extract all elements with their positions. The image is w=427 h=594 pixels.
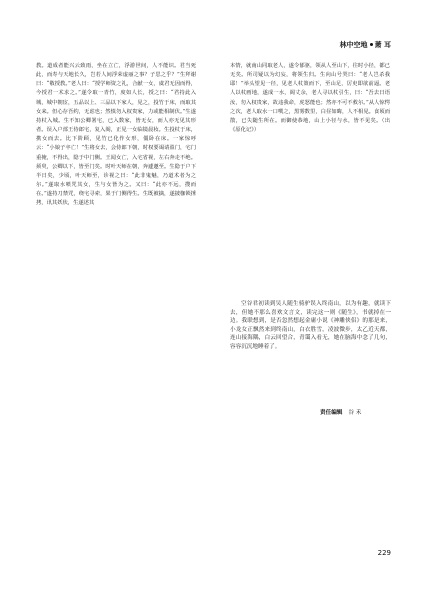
left-text-column (36, 62, 196, 209)
editor-credit (320, 408, 361, 416)
header-separator-dot (370, 43, 373, 46)
header-author: 萧 耳 (374, 41, 391, 49)
commentary-text: 空谷君初读到吴人随生骑驴误入终南山，以为有趣，就读下去，但她不那么喜欢文言文，读完这一则《随生》，书就掉在一边。我联想到，是否忽然想起金庸小说《神雕侠侣》的那是来，小龙女正飘然来到终南山，白衣胜雪，凌波微步，太乙近天都，连山接海隅，白云回望合，青霭入看无，她在脑海中念了几句，容容沉沉地睡着了。 (230, 301, 391, 350)
left-column-text: 教。道成者能兴云致雨，坐在立亡，浮游世间，人不能识。君当死此，而寿与天地长久，岂若人间浮荣虚丽之事？子思之乎？”生拜谢曰：“敬授教。”老人曰：“授学师资之礼，合献一女，虞君无因而得，今授君一术求之。”遂令取一青竹，度如人长，授之曰：“君持此入城，城中朝宦，五品以上、三品以下家人，见之，投竹于床，而取其女来。但心存吾约，无虑也；然慎勿入权贵家，力或能相制伏。”生遂持杖入城。生不知公卿署宅，已入数家，皆无女，而人亦无见其形者。误入户部王侍郎宅，复入阁，正见一女临镜晨妆。生投杖于床，携女而去。比下阶顾，见竹已化作女形，僵卧在床。一家惊呼云：“小娘子卒亡！”生将女去，会侍郎下朝，时权要谒请盈门，宅门重掩，不得出，隐于中门侧。王闻女亡，入宅省视，左右奔走不绝。须臾，公卿以下，皆至门矣。时叶天师在朝，奔遽邀至。生隐于户下半日矣，少顷，叶天师至，诊视之曰：“此非鬼魅，乃道术者为之尔。”遂取水喷咒其女，生与女皆为之。又曰：“此亦不远，搜而在。”遂持刀禁咒，绕宅寻索，果于门侧得生。生既被擒，遂披枷锁捶拷，讯其妖状，生遂述其 (36, 63, 196, 207)
editor-name: 谷 禾 (348, 410, 362, 416)
page-number: 229 (377, 549, 391, 557)
commentary-note (230, 300, 391, 352)
editor-role: 责任编辑 (320, 410, 343, 416)
running-header (340, 40, 391, 50)
header-section: 林中空地 (339, 41, 368, 49)
right-column-text: 本情，就南山同取老人，遂令郁驱，领从人至山下，往时小径，都已无矣。所司疑以为幻妄，将领生归。生向山号哭曰：“老人岂杀我耶！”举头望见一径，见老人杖策而下，至山足，厉吏即欲前逼。老人以杖画地，遂成一水，阔丈余，老人寻以杖引生，曰：“吾去日语汝，勿入权贵家，故违我命，虎怒能也；然亦不可不救尔。”从人惊愕之次，老人取水一口噀之，黑雾数里，白昼如晦，人不相见。食顷而散，已失随生所在。而御使恭地，山上小径与水，皆不见矣。（出《原化记》） (230, 63, 390, 134)
right-text-column (230, 62, 390, 135)
